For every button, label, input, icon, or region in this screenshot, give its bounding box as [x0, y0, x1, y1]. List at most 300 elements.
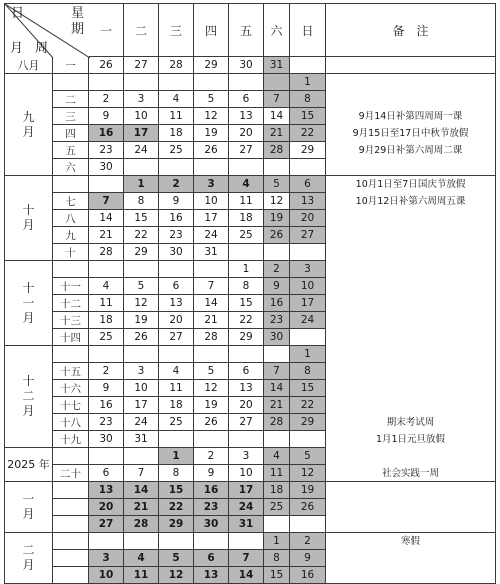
corner-label-month: 月	[10, 41, 24, 56]
day-cell: 2	[89, 363, 124, 380]
day-cell: 15	[290, 380, 326, 397]
day-cell: 23	[159, 227, 194, 244]
day-cell: 10	[89, 567, 124, 584]
day-cell: 12	[124, 295, 159, 312]
day-cell	[159, 74, 194, 91]
day-cell	[229, 431, 264, 448]
week-number-cell: 三	[53, 108, 89, 125]
day-cell: 29	[229, 329, 264, 346]
day-cell: 11	[89, 295, 124, 312]
day-cell: 1	[124, 176, 159, 193]
table-row	[53, 244, 496, 261]
day-cell: 15	[124, 210, 159, 227]
day-cell: 10	[124, 108, 159, 125]
day-cell: 3	[229, 448, 264, 465]
day-cell: 28	[194, 329, 229, 346]
weekday-header-fri: 五	[229, 3, 264, 57]
day-cell: 20	[229, 397, 264, 414]
day-cell: 29	[290, 142, 326, 159]
note-cell	[326, 550, 496, 567]
day-cell: 14	[194, 295, 229, 312]
day-cell	[194, 346, 229, 363]
day-cell: 20	[229, 125, 264, 142]
day-cell: 9	[194, 465, 229, 482]
day-cell: 7	[194, 278, 229, 295]
month-label: 十 月	[4, 176, 53, 261]
day-cell: 5	[264, 176, 290, 193]
table-row	[53, 142, 496, 159]
week-number-cell: 二	[53, 91, 89, 108]
day-cell: 10	[290, 278, 326, 295]
day-cell: 5	[124, 278, 159, 295]
day-cell	[290, 431, 326, 448]
day-cell: 1	[264, 533, 290, 550]
day-cell: 10	[124, 380, 159, 397]
day-cell: 4	[159, 91, 194, 108]
day-cell	[264, 74, 290, 91]
day-cell: 1	[229, 261, 264, 278]
note-cell	[326, 499, 496, 516]
corner-label-day: 日	[11, 6, 25, 21]
day-cell: 6	[229, 91, 264, 108]
day-cell	[159, 533, 194, 550]
day-cell: 8	[159, 465, 194, 482]
day-cell	[159, 159, 194, 176]
day-cell: 18	[159, 397, 194, 414]
day-cell: 30	[89, 431, 124, 448]
day-cell	[124, 448, 159, 465]
day-cell	[194, 74, 229, 91]
day-cell: 8	[229, 278, 264, 295]
day-cell: 20	[290, 210, 326, 227]
note-cell	[326, 346, 496, 363]
day-cell	[124, 533, 159, 550]
note-text: 9月15日至17日中秋节放假	[352, 128, 469, 139]
week-number-cell: 十一	[53, 278, 89, 295]
corner-label-qi: 期	[71, 22, 85, 37]
day-cell: 2	[89, 91, 124, 108]
day-cell: 13	[290, 193, 326, 210]
week-number-cell: 十二	[53, 295, 89, 312]
week-number-cell: 七	[53, 193, 89, 210]
day-cell: 25	[229, 227, 264, 244]
day-cell: 7	[264, 363, 290, 380]
day-cell: 1	[290, 346, 326, 363]
day-cell: 26	[89, 57, 124, 74]
day-cell: 21	[264, 397, 290, 414]
table-row	[53, 448, 496, 465]
day-cell	[89, 74, 124, 91]
day-cell: 3	[290, 261, 326, 278]
day-cell: 26	[290, 499, 326, 516]
day-cell: 30	[264, 329, 290, 346]
day-cell: 1	[290, 74, 326, 91]
note-cell	[326, 210, 496, 227]
week-number-cell: 五	[53, 142, 89, 159]
day-cell: 4	[264, 448, 290, 465]
note-cell	[326, 159, 496, 176]
month-label: 九 月	[4, 74, 53, 176]
day-cell: 2	[194, 448, 229, 465]
day-cell: 9	[264, 278, 290, 295]
day-cell: 29	[159, 516, 194, 533]
day-cell: 12	[290, 465, 326, 482]
day-cell: 21	[124, 499, 159, 516]
note-text: 10月12日补第六周周五课	[355, 196, 466, 207]
table-row	[53, 516, 496, 533]
note-cell	[326, 567, 496, 584]
note-cell	[326, 533, 496, 550]
day-cell	[229, 244, 264, 261]
day-cell: 24	[124, 142, 159, 159]
day-cell: 9	[89, 108, 124, 125]
day-cell: 31	[229, 516, 264, 533]
calendar-body	[4, 57, 496, 584]
month-label: 十 二 月	[4, 346, 53, 448]
table-row	[53, 533, 496, 550]
day-cell: 11	[159, 380, 194, 397]
day-cell: 10	[194, 193, 229, 210]
note-text: 10月1日至7日国庆节放假	[355, 179, 466, 190]
table-row	[53, 57, 496, 74]
day-cell: 23	[89, 142, 124, 159]
day-cell: 22	[290, 397, 326, 414]
note-cell	[326, 312, 496, 329]
day-cell: 3	[124, 91, 159, 108]
day-cell: 23	[264, 312, 290, 329]
week-number-cell: 十七	[53, 397, 89, 414]
day-cell: 27	[229, 142, 264, 159]
table-row	[53, 74, 496, 91]
day-cell: 20	[159, 312, 194, 329]
day-cell: 25	[89, 329, 124, 346]
day-cell	[159, 261, 194, 278]
note-text: 期末考试周	[386, 417, 435, 428]
day-cell: 19	[124, 312, 159, 329]
note-cell	[326, 295, 496, 312]
day-cell: 26	[124, 329, 159, 346]
week-number-cell	[53, 533, 89, 550]
day-cell	[89, 346, 124, 363]
day-cell: 17	[194, 210, 229, 227]
weekday-header-tue: 二	[124, 3, 159, 57]
week-number-cell	[53, 176, 89, 193]
week-number-cell: 六	[53, 159, 89, 176]
week-number-cell	[53, 516, 89, 533]
day-cell: 29	[194, 57, 229, 74]
table-row	[53, 346, 496, 363]
day-cell: 6	[290, 176, 326, 193]
day-cell: 7	[124, 465, 159, 482]
day-cell	[89, 176, 124, 193]
note-text: 寒假	[400, 536, 420, 547]
note-cell	[326, 329, 496, 346]
note-cell	[326, 261, 496, 278]
day-cell: 25	[159, 414, 194, 431]
day-cell: 1	[159, 448, 194, 465]
week-number-cell: 四	[53, 125, 89, 142]
table-row	[53, 465, 496, 482]
weekday-header-sat: 六	[264, 3, 290, 57]
month-label: 十 一 月	[4, 261, 53, 346]
week-number-cell: 十四	[53, 329, 89, 346]
day-cell: 14	[264, 380, 290, 397]
week-number-cell	[53, 567, 89, 584]
day-cell: 10	[229, 465, 264, 482]
day-cell: 7	[89, 193, 124, 210]
day-cell	[124, 74, 159, 91]
note-cell	[326, 397, 496, 414]
day-cell: 14	[264, 108, 290, 125]
day-cell: 5	[290, 448, 326, 465]
day-cell: 15	[290, 108, 326, 125]
day-cell: 13	[229, 380, 264, 397]
day-cell	[290, 516, 326, 533]
day-cell: 30	[194, 516, 229, 533]
day-cell	[264, 346, 290, 363]
day-cell: 9	[290, 550, 326, 567]
note-cell	[326, 125, 496, 142]
table-row	[53, 414, 496, 431]
day-cell: 12	[264, 193, 290, 210]
day-cell: 19	[194, 125, 229, 142]
day-cell: 9	[89, 380, 124, 397]
day-cell: 31	[194, 244, 229, 261]
day-cell: 3	[124, 363, 159, 380]
day-cell	[264, 244, 290, 261]
day-cell	[290, 159, 326, 176]
day-cell	[229, 159, 264, 176]
table-row	[53, 159, 496, 176]
day-cell: 12	[159, 567, 194, 584]
note-text: 1月1日元旦放假	[375, 434, 446, 445]
table-row	[53, 499, 496, 516]
day-cell: 20	[89, 499, 124, 516]
day-cell: 6	[159, 278, 194, 295]
table-row	[53, 91, 496, 108]
day-cell	[194, 533, 229, 550]
note-text: 9月14日补第四周周一课	[358, 111, 463, 122]
day-cell: 27	[290, 227, 326, 244]
day-cell	[229, 74, 264, 91]
day-cell: 12	[194, 108, 229, 125]
day-cell: 24	[124, 414, 159, 431]
day-cell: 2	[264, 261, 290, 278]
day-cell: 21	[194, 312, 229, 329]
note-text: 9月29日补第六周周二课	[358, 145, 463, 156]
day-cell: 21	[89, 227, 124, 244]
day-cell: 16	[89, 125, 124, 142]
week-number-cell	[53, 482, 89, 499]
note-cell	[326, 227, 496, 244]
day-cell: 29	[124, 244, 159, 261]
day-cell: 7	[264, 91, 290, 108]
day-cell: 19	[194, 397, 229, 414]
day-cell: 28	[264, 414, 290, 431]
day-cell: 30	[89, 159, 124, 176]
day-cell: 12	[194, 380, 229, 397]
day-cell: 24	[229, 499, 264, 516]
day-cell: 9	[159, 193, 194, 210]
day-cell: 28	[89, 244, 124, 261]
day-cell: 15	[264, 567, 290, 584]
table-row	[53, 329, 496, 346]
day-cell: 6	[194, 550, 229, 567]
week-number-cell: 十三	[53, 312, 89, 329]
table-row	[53, 482, 496, 499]
note-cell	[326, 193, 496, 210]
day-cell	[124, 261, 159, 278]
day-cell: 30	[229, 57, 264, 74]
day-cell: 5	[159, 550, 194, 567]
day-cell: 15	[229, 295, 264, 312]
day-cell	[194, 159, 229, 176]
day-cell	[229, 346, 264, 363]
day-cell	[159, 431, 194, 448]
day-cell: 13	[229, 108, 264, 125]
day-cell	[264, 516, 290, 533]
table-row	[53, 363, 496, 380]
day-cell: 22	[290, 125, 326, 142]
table-row	[53, 431, 496, 448]
corner-header-cell	[4, 3, 89, 57]
day-cell: 6	[229, 363, 264, 380]
note-cell	[326, 244, 496, 261]
day-cell: 15	[159, 482, 194, 499]
table-row	[53, 295, 496, 312]
school-calendar-table	[4, 3, 496, 584]
day-cell: 26	[264, 227, 290, 244]
day-cell: 22	[229, 312, 264, 329]
day-cell: 23	[89, 414, 124, 431]
day-cell: 19	[264, 210, 290, 227]
day-cell	[194, 261, 229, 278]
day-cell: 18	[264, 482, 290, 499]
day-cell: 19	[290, 482, 326, 499]
day-cell: 5	[194, 91, 229, 108]
day-cell: 7	[229, 550, 264, 567]
note-cell	[326, 516, 496, 533]
day-cell: 4	[89, 278, 124, 295]
table-row	[53, 397, 496, 414]
week-number-cell: 十六	[53, 380, 89, 397]
day-cell: 22	[159, 499, 194, 516]
day-cell: 16	[159, 210, 194, 227]
month-label: 八月	[4, 57, 53, 74]
day-cell: 16	[89, 397, 124, 414]
note-cell	[326, 380, 496, 397]
weekday-header-mon: 一	[89, 3, 124, 57]
table-row	[53, 227, 496, 244]
table-row	[53, 108, 496, 125]
note-cell	[326, 363, 496, 380]
day-cell	[229, 533, 264, 550]
notes-header: 备 注	[326, 3, 496, 57]
day-cell: 2	[159, 176, 194, 193]
week-number-cell	[53, 550, 89, 567]
day-cell: 14	[229, 567, 264, 584]
day-cell	[124, 159, 159, 176]
day-cell: 3	[194, 176, 229, 193]
week-number-cell	[53, 346, 89, 363]
day-cell: 4	[159, 363, 194, 380]
day-cell: 11	[159, 108, 194, 125]
table-row	[53, 261, 496, 278]
day-cell: 24	[290, 312, 326, 329]
day-cell: 11	[229, 193, 264, 210]
week-number-cell: 十五	[53, 363, 89, 380]
day-cell: 27	[89, 516, 124, 533]
day-cell: 11	[124, 567, 159, 584]
day-cell: 26	[194, 142, 229, 159]
day-cell: 3	[89, 550, 124, 567]
day-cell: 30	[159, 244, 194, 261]
day-cell: 17	[124, 125, 159, 142]
day-cell: 2	[290, 533, 326, 550]
day-cell: 28	[159, 57, 194, 74]
day-cell: 13	[159, 295, 194, 312]
note-text: 社会实践一周	[381, 468, 439, 479]
day-cell: 31	[124, 431, 159, 448]
table-row	[53, 193, 496, 210]
day-cell: 14	[89, 210, 124, 227]
day-cell: 29	[290, 414, 326, 431]
month-label: 2025 年	[4, 448, 53, 482]
day-cell	[194, 431, 229, 448]
table-row	[53, 125, 496, 142]
day-cell: 27	[124, 57, 159, 74]
note-cell	[326, 278, 496, 295]
day-cell: 24	[194, 227, 229, 244]
table-row	[53, 380, 496, 397]
corner-label-week: 周	[35, 41, 49, 56]
day-cell: 28	[264, 142, 290, 159]
day-cell: 13	[194, 567, 229, 584]
note-cell	[326, 108, 496, 125]
day-cell: 25	[159, 142, 194, 159]
week-number-cell: 十	[53, 244, 89, 261]
day-cell	[264, 431, 290, 448]
note-cell	[326, 176, 496, 193]
weekday-header-thu: 四	[194, 3, 229, 57]
month-label: 二 月	[4, 533, 53, 584]
day-cell: 16	[264, 295, 290, 312]
day-cell: 21	[264, 125, 290, 142]
day-cell	[89, 448, 124, 465]
day-cell: 18	[229, 210, 264, 227]
day-cell: 6	[89, 465, 124, 482]
table-row	[53, 550, 496, 567]
day-cell	[290, 329, 326, 346]
day-cell: 16	[194, 482, 229, 499]
week-number-cell	[53, 499, 89, 516]
day-cell: 22	[124, 227, 159, 244]
day-cell: 27	[229, 414, 264, 431]
day-cell: 31	[264, 57, 290, 74]
day-cell: 18	[159, 125, 194, 142]
day-cell: 8	[124, 193, 159, 210]
day-cell	[159, 346, 194, 363]
day-cell	[290, 244, 326, 261]
note-cell	[326, 465, 496, 482]
week-number-cell: 二十	[53, 465, 89, 482]
day-cell: 26	[194, 414, 229, 431]
note-cell	[326, 57, 496, 74]
note-cell	[326, 482, 496, 499]
note-cell	[326, 74, 496, 91]
day-cell: 17	[124, 397, 159, 414]
day-cell: 4	[124, 550, 159, 567]
